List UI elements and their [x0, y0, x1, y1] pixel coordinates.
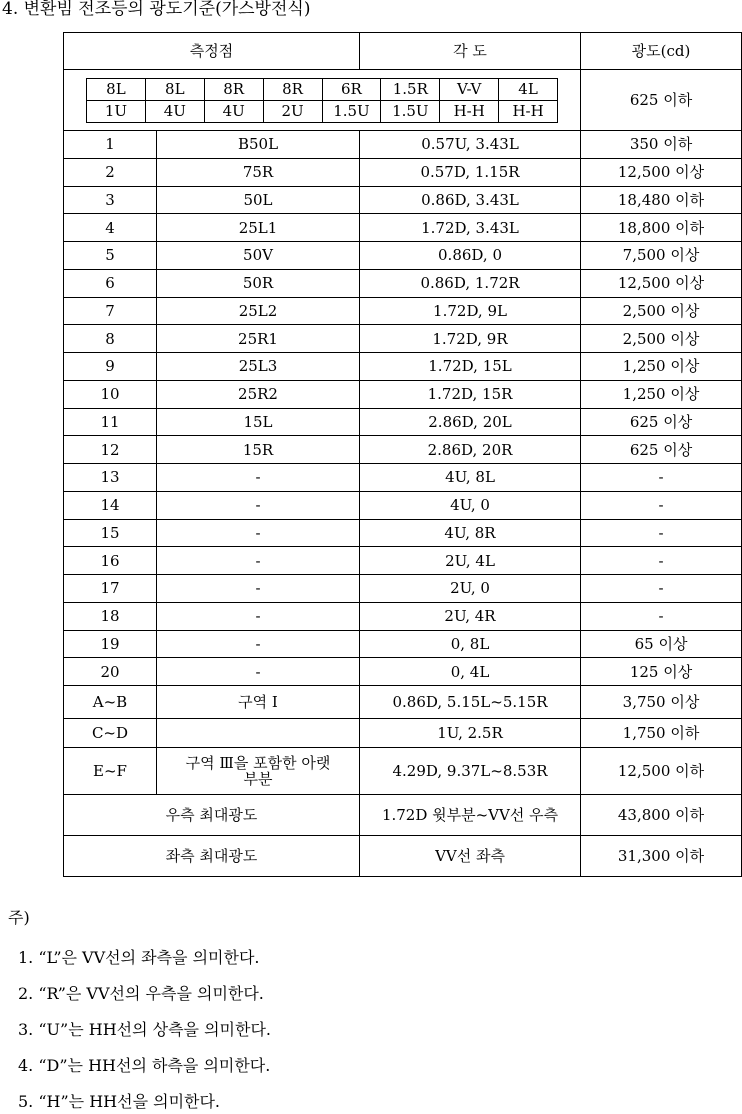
row-number: 12 [64, 436, 157, 464]
table-row [64, 131, 742, 159]
row-number: 14 [64, 491, 157, 519]
table-row [64, 658, 742, 686]
row-angle: 0.86D, 3.43L [360, 186, 581, 214]
row-value: 12,500 이상 [581, 158, 742, 186]
zone-number: A~B [64, 686, 157, 719]
row-point: - [157, 464, 360, 492]
row-angle: 4U, 8R [360, 519, 581, 547]
row-angle: 2.86D, 20R [360, 436, 581, 464]
table-row [64, 158, 742, 186]
row-angle: 2U, 4R [360, 602, 581, 630]
row-point: B50L [157, 131, 360, 159]
table-row [64, 214, 742, 242]
row-angle: 0.57U, 3.43L [360, 131, 581, 159]
table-row [64, 380, 742, 408]
row-value: 18,800 이하 [581, 214, 742, 242]
document-title: 4. 변환빔 전조등의 광도기준(가스방전식) [2, 0, 311, 19]
row-point: - [157, 658, 360, 686]
row-number: 1 [64, 131, 157, 159]
table-row [64, 269, 742, 297]
row-angle: 1.72D, 15R [360, 380, 581, 408]
row-angle: 2U, 4L [360, 547, 581, 575]
row-value: 18,480 이하 [581, 186, 742, 214]
zone-row [64, 719, 742, 748]
point-grid-cell: 6R [322, 78, 381, 100]
table-row [64, 325, 742, 353]
zone-row [64, 748, 742, 795]
row-point: 25L3 [157, 353, 360, 381]
row-number: 15 [64, 519, 157, 547]
light-intensity-table [63, 32, 742, 877]
row-number: 18 [64, 602, 157, 630]
row-value: 2,500 이상 [581, 297, 742, 325]
zone-angle: 0.86D, 5.15L~5.15R [360, 686, 581, 719]
point-grid-cell: 8R [263, 78, 322, 100]
point-grid-cell: 8L [87, 78, 146, 100]
max-angle: VV선 좌측 [360, 836, 581, 877]
zone-value: 1,750 이하 [581, 719, 742, 748]
zone-angle: 1U, 2.5R [360, 719, 581, 748]
row-angle: 2.86D, 20L [360, 408, 581, 436]
point-grid-cell: V-V [440, 78, 499, 100]
row-angle: 2U, 0 [360, 575, 581, 603]
row-point: 50V [157, 242, 360, 270]
table-row [64, 297, 742, 325]
max-intensity-row [64, 836, 742, 877]
table-row [64, 186, 742, 214]
row-value: 625 이상 [581, 408, 742, 436]
row-number: 20 [64, 658, 157, 686]
header-intensity: 광도(cd) [581, 33, 742, 70]
row-number: 4 [64, 214, 157, 242]
max-value: 43,800 이하 [581, 795, 742, 836]
row-point: - [157, 602, 360, 630]
row-value: 1,250 이상 [581, 380, 742, 408]
row-point: 25R1 [157, 325, 360, 353]
row-value: - [581, 519, 742, 547]
row-point: - [157, 547, 360, 575]
row-number: 7 [64, 297, 157, 325]
header-row [64, 33, 742, 70]
row-value: 12,500 이상 [581, 269, 742, 297]
row-number: 11 [64, 408, 157, 436]
max-value: 31,300 이하 [581, 836, 742, 877]
table-row [64, 408, 742, 436]
max-label: 우측 최대광도 [64, 795, 360, 836]
row-point: 25L2 [157, 297, 360, 325]
point-grid-cell: 8R [204, 78, 263, 100]
table-row [64, 242, 742, 270]
note-item: 3. “U”는 HH선의 상측을 의미한다. [18, 1020, 272, 1039]
row-angle: 1.72D, 15L [360, 353, 581, 381]
row-number: 5 [64, 242, 157, 270]
header-point: 측정점 [64, 33, 360, 70]
row-number: 16 [64, 547, 157, 575]
table-row [64, 519, 742, 547]
point-grid [86, 78, 558, 123]
row-number: 13 [64, 464, 157, 492]
zone-point [157, 719, 360, 748]
row-number: 3 [64, 186, 157, 214]
row-number: 6 [64, 269, 157, 297]
row-angle: 0, 8L [360, 630, 581, 658]
max-label: 좌측 최대광도 [64, 836, 360, 877]
point-grid-cell: 4U [145, 100, 204, 122]
row-point: - [157, 630, 360, 658]
table-row [64, 630, 742, 658]
row-point: 15L [157, 408, 360, 436]
table-row [64, 575, 742, 603]
row-value: - [581, 464, 742, 492]
note-item: 5. “H”는 HH선을 의미한다. [18, 1092, 221, 1111]
row-point: 50R [157, 269, 360, 297]
point-grid-cell: 1.5U [381, 100, 440, 122]
table-row [64, 602, 742, 630]
header-angle: 각 도 [360, 33, 581, 70]
row-angle: 4U, 8L [360, 464, 581, 492]
point-grid-cell: 2U [263, 100, 322, 122]
point-grid-bottom [87, 100, 558, 122]
zone-value: 12,500 이하 [581, 748, 742, 795]
row-value: 350 이하 [581, 131, 742, 159]
point-grid-cell: 1U [87, 100, 146, 122]
point-grid-cell: H-H [440, 100, 499, 122]
row-value: 1,250 이상 [581, 353, 742, 381]
row-angle: 0.57D, 1.15R [360, 158, 581, 186]
table-row [64, 547, 742, 575]
note-item: 4. “D”는 HH선의 하측을 의미한다. [18, 1056, 271, 1075]
row-point: 15R [157, 436, 360, 464]
point-grid-cell: 8L [145, 78, 204, 100]
zone-value: 3,750 이상 [581, 686, 742, 719]
row-point: - [157, 491, 360, 519]
zone-point: 구역 Ⅰ [157, 686, 360, 719]
row-angle: 0, 4L [360, 658, 581, 686]
row-angle: 4U, 0 [360, 491, 581, 519]
table-row [64, 353, 742, 381]
row-value: - [581, 547, 742, 575]
zone-point: 구역 Ⅲ을 포함한 아랫부분 [157, 748, 360, 795]
note-item: 1. “L”은 VV선의 좌측을 의미한다. [18, 948, 260, 967]
row-value: 125 이상 [581, 658, 742, 686]
zone-number: C~D [64, 719, 157, 748]
max-intensity-row [64, 795, 742, 836]
zone-number: E~F [64, 748, 157, 795]
row-angle: 1.72D, 3.43L [360, 214, 581, 242]
zone-angle: 4.29D, 9.37L~8.53R [360, 748, 581, 795]
row-value: 625 이상 [581, 436, 742, 464]
row-value: 7,500 이상 [581, 242, 742, 270]
row-point: 25R2 [157, 380, 360, 408]
row-number: 9 [64, 353, 157, 381]
table-row [64, 436, 742, 464]
row-angle: 1.72D, 9L [360, 297, 581, 325]
row-point: - [157, 519, 360, 547]
row-value: 65 이상 [581, 630, 742, 658]
row-value: 2,500 이상 [581, 325, 742, 353]
notes-title: 주) [8, 908, 30, 927]
row-value: - [581, 575, 742, 603]
point-grid-cell: 4L [499, 78, 558, 100]
row-point: 75R [157, 158, 360, 186]
row-point: - [157, 575, 360, 603]
row-angle: 0.86D, 0 [360, 242, 581, 270]
row-value: - [581, 602, 742, 630]
row-angle: 0.86D, 1.72R [360, 269, 581, 297]
row-number: 2 [64, 158, 157, 186]
point-grid-cell: 4U [204, 100, 263, 122]
row-point: 25L1 [157, 214, 360, 242]
row-number: 8 [64, 325, 157, 353]
row-point: 50L [157, 186, 360, 214]
max-angle: 1.72D 윗부분~VV선 우측 [360, 795, 581, 836]
row-number: 19 [64, 630, 157, 658]
table-row [64, 464, 742, 492]
point-grid-top [87, 78, 558, 100]
row-value: - [581, 491, 742, 519]
point-grid-cell: 1.5U [322, 100, 381, 122]
point-grid-value: 625 이하 [581, 70, 742, 131]
point-grid-row [64, 70, 742, 131]
table-row [64, 491, 742, 519]
row-number: 10 [64, 380, 157, 408]
row-number: 17 [64, 575, 157, 603]
zone-row [64, 686, 742, 719]
point-grid-cell: 1.5R [381, 78, 440, 100]
note-item: 2. “R”은 VV선의 우측을 의미한다. [18, 984, 264, 1003]
row-angle: 1.72D, 9R [360, 325, 581, 353]
point-grid-cell: H-H [499, 100, 558, 122]
